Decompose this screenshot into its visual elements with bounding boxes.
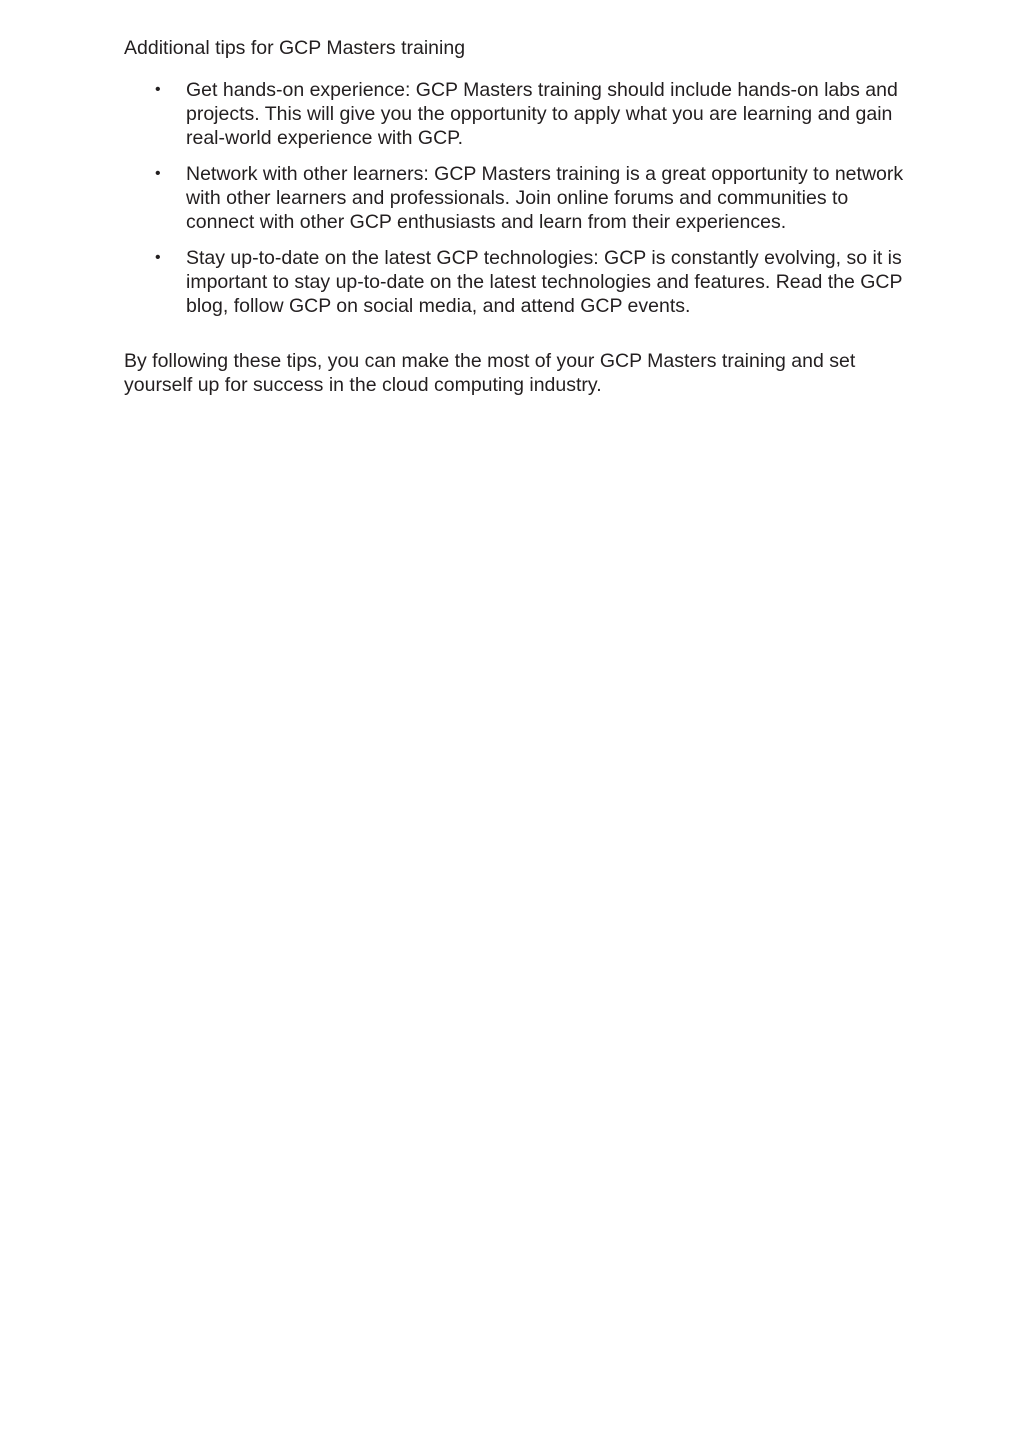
tip-text: Network with other learners: GCP Masters training is a great opportunity to network with other learners and professionals. Join online forums and communities to connect with other GCP enthusiasts and learn from their experiences. (186, 163, 904, 233)
tip-text: Get hands-on experience: GCP Masters training should include hands-on labs and projects. This will give you the opportunity to apply what you are learning and gain real-world experience with GCP. (186, 79, 898, 149)
bullet-icon: • (155, 81, 161, 98)
list-item (124, 78, 914, 150)
tips-list (124, 78, 914, 318)
closing-paragraph: By following these tips, you can make the most of your GCP Masters training and set yourself up for success in the cloud computing industry. (124, 350, 856, 396)
document-page (124, 36, 914, 397)
section-heading: Additional tips for GCP Masters training (124, 37, 466, 59)
bullet-icon: • (155, 165, 161, 182)
list-item (124, 246, 914, 318)
bullet-icon: • (155, 249, 161, 266)
list-item (124, 162, 914, 234)
tip-text: Stay up-to-date on the latest GCP technologies: GCP is constantly evolving, so it is important to stay up-to-date on the latest technologies and features. Read the GCP blog, follow GCP on social media, and attend GCP events. (186, 247, 903, 317)
